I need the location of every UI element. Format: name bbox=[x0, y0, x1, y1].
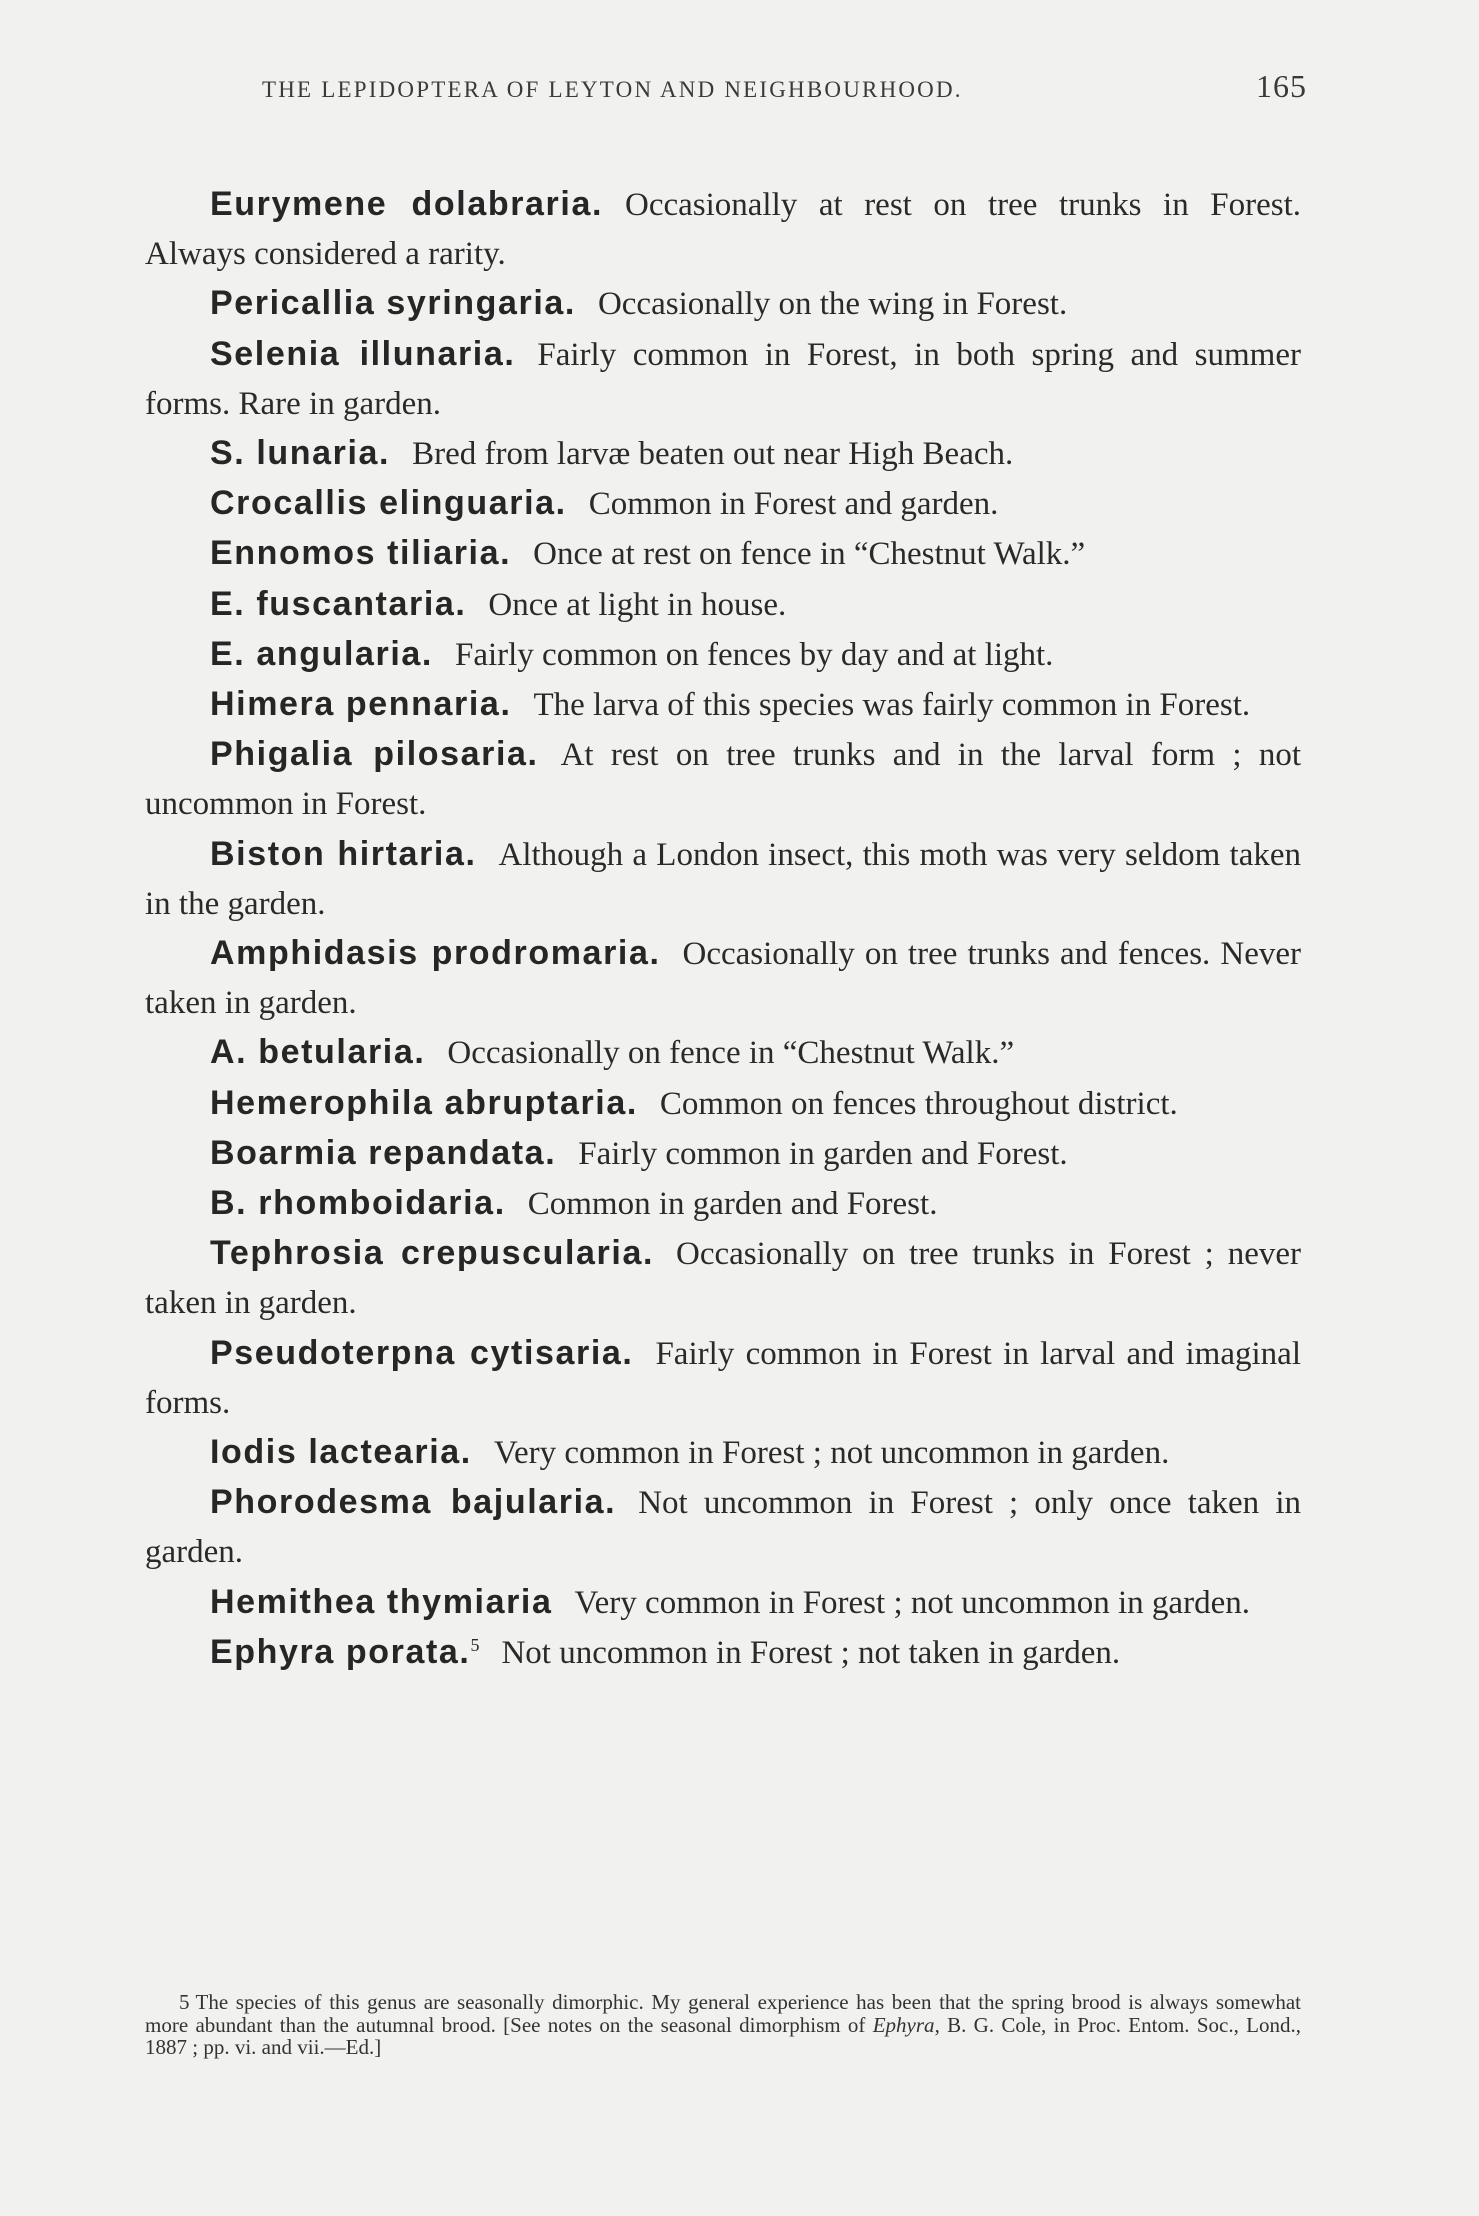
list-item bbox=[145, 479, 1301, 529]
list-item bbox=[145, 529, 1301, 579]
list-item bbox=[145, 279, 1301, 329]
species-note: Very common in Forest ; not uncommon in garden. bbox=[574, 1584, 1250, 1621]
species-name: Hemerophila abruptaria. bbox=[210, 1083, 638, 1122]
species-note: Common in Forest and garden. bbox=[588, 486, 999, 523]
species-note: Once at rest on fence in “Chestnut Walk.” bbox=[533, 536, 1086, 573]
footnote-text: The species of this genus are seasonally dimorphic. My general experience has been that the spring brood is always somewhat more abundant than the autumnal brood. [See notes on the seasonal dimorphism of bbox=[145, 1990, 1301, 2037]
species-name: Boarmia repandata. bbox=[210, 1133, 557, 1172]
species-note: Common in garden and Forest. bbox=[527, 1186, 938, 1223]
list-item bbox=[145, 929, 1301, 1028]
species-note: Occasionally at rest on tree trunks in Forest. Always considered a rarity. bbox=[145, 187, 1301, 273]
footnote bbox=[145, 1991, 1301, 2059]
list-item bbox=[145, 1428, 1301, 1478]
species-name: Eurymene dolabraria. bbox=[210, 185, 603, 223]
species-note: Fairly common in garden and Forest. bbox=[578, 1135, 1068, 1172]
list-item bbox=[145, 180, 1301, 279]
species-name: Selenia illunaria. bbox=[210, 334, 516, 373]
list-item bbox=[145, 1578, 1301, 1628]
species-name: Ephyra porata. bbox=[210, 1632, 471, 1671]
species-name: Hemithea thymiaria bbox=[210, 1582, 553, 1621]
footnote-number: 5 bbox=[179, 1990, 190, 2014]
page-number: 165 bbox=[1256, 68, 1307, 104]
species-name: Tephrosia crepuscularia. bbox=[210, 1234, 654, 1273]
species-note: The larva of this species was fairly common in Forest. bbox=[533, 687, 1251, 724]
species-name: Iodis lactearia. bbox=[210, 1433, 472, 1472]
species-name: Crocallis elinguaria. bbox=[210, 484, 567, 523]
footnote-marker: 5 bbox=[470, 1634, 480, 1655]
species-note: Fairly common in Forest in larval and imaginal forms. bbox=[145, 1335, 1301, 1421]
species-name: E. angularia. bbox=[210, 634, 433, 673]
list-item bbox=[145, 580, 1301, 630]
list-item bbox=[145, 330, 1301, 429]
footnote-citation: , B. G. Cole, in Proc. Entom. Soc., Lond., 1887 ; pp. vi. and vii.—Ed.] bbox=[145, 2012, 1301, 2059]
list-item bbox=[145, 1229, 1301, 1328]
running-title: THE LEPIDOPTERA OF LEYTON AND NEIGHBOURHOOD. bbox=[262, 77, 963, 102]
species-name: Phorodesma bajularia. bbox=[210, 1483, 617, 1522]
species-note: Occasionally on fence in “Chestnut Walk.” bbox=[447, 1035, 1015, 1072]
species-name: Phigalia pilosaria. bbox=[210, 735, 539, 774]
list-item bbox=[145, 630, 1301, 680]
species-name: Himera pennaria. bbox=[210, 685, 512, 724]
list-item bbox=[145, 429, 1301, 479]
species-note: Very common in Forest ; not uncommon in garden. bbox=[493, 1435, 1170, 1472]
species-note: Once at light in house. bbox=[488, 586, 787, 623]
list-item bbox=[145, 1179, 1301, 1229]
species-note: Occasionally on tree trunks and fences. Never taken in garden. bbox=[145, 936, 1301, 1022]
list-item bbox=[145, 1129, 1301, 1179]
list-item bbox=[145, 1628, 1301, 1678]
species-name: Amphidasis prodromaria. bbox=[210, 934, 661, 973]
species-note: Although a London insect, this moth was very seldom taken in the garden. bbox=[145, 836, 1301, 922]
species-note: Not uncommon in Forest ; only once taken in garden. bbox=[145, 1485, 1301, 1571]
species-note: Fairly common in Forest, in both spring and summer forms. Rare in garden. bbox=[145, 336, 1301, 422]
species-name: Pseudoterpna cytisaria. bbox=[210, 1333, 634, 1372]
species-name: B. rhomboidaria. bbox=[210, 1184, 506, 1223]
species-name: E. fuscantaria. bbox=[210, 584, 467, 623]
species-note: Occasionally on the wing in Forest. bbox=[597, 286, 1068, 323]
species-note: Common on fences throughout district. bbox=[659, 1085, 1178, 1122]
species-note: Not uncommon in Forest ; not taken in garden. bbox=[501, 1634, 1121, 1671]
list-item bbox=[145, 680, 1301, 730]
species-note: Bred from larvæ beaten out near High Beach. bbox=[412, 436, 1014, 473]
species-note: At rest on tree trunks and in the larval form ; not uncommon in Forest. bbox=[145, 737, 1301, 823]
species-name: Pericallia syringaria. bbox=[210, 284, 576, 323]
species-name: Biston hirtaria. bbox=[210, 834, 477, 873]
list-item bbox=[145, 1329, 1301, 1428]
species-note: Fairly common on fences by day and at light. bbox=[454, 636, 1054, 673]
running-header bbox=[262, 68, 1307, 105]
list-item bbox=[145, 1028, 1301, 1078]
list-item bbox=[145, 830, 1301, 929]
list-item bbox=[145, 1079, 1301, 1129]
footnote-genus: Ephyra bbox=[872, 2012, 935, 2037]
list-item bbox=[145, 1478, 1301, 1577]
species-name: Ennomos tiliaria. bbox=[210, 534, 512, 573]
species-note: Occasionally on tree trunks in Forest ; never taken in garden. bbox=[145, 1236, 1301, 1322]
species-name: A. betularia. bbox=[210, 1033, 426, 1072]
species-name: S. lunaria. bbox=[210, 434, 391, 473]
list-item bbox=[145, 730, 1301, 829]
species-list bbox=[145, 180, 1301, 1678]
